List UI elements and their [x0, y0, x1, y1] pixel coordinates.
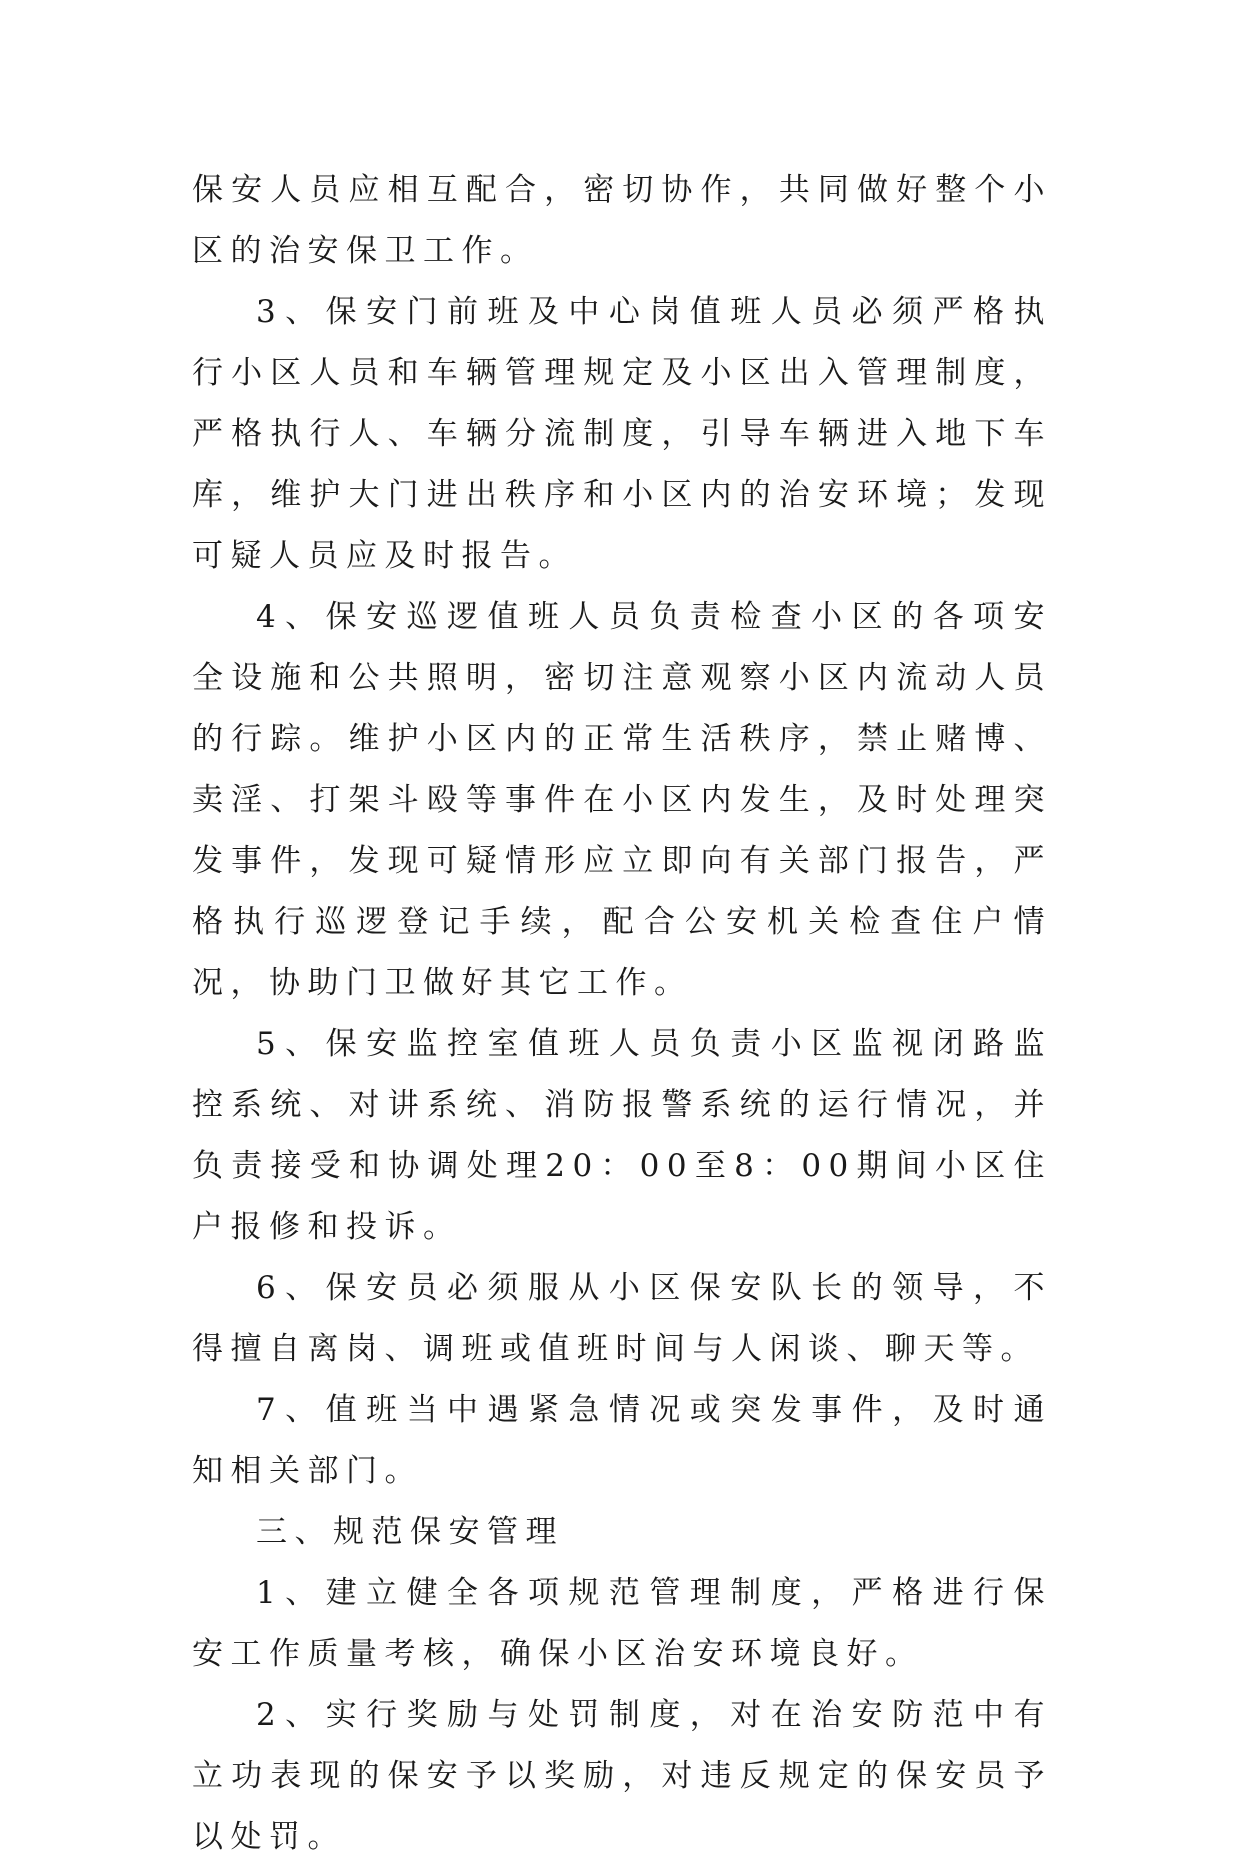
paragraph-item-7: 7、值班当中遇紧急情况或突发事件，及时通知相关部门。 [192, 1392, 1052, 1489]
section-heading-3: 三、规范保安管理 [256, 1514, 564, 1550]
paragraph-item-4: 4、保安巡逻值班人员负责检查小区的各项安全设施和公共照明，密切注意观察小区内流动人员的行踪。维护小区内的正常生活秩序，禁止赌博、卖淫、打架斗殴等事件在小区内发生，及时处理突发事件，发现可疑情形应立即向有关部门报告，严格执行巡逻登记手续，配合公安机关检查住户情况，协助门卫做好其它工作。 [192, 599, 1052, 1001]
paragraph-item-6: 6、保安员必须服从小区保安队长的领导，不得擅自离岗、调班或值班时间与人闲谈、聊天等。 [192, 1270, 1052, 1367]
paragraph-section3-item-1: 1、建立健全各项规范管理制度，严格进行保安工作质量考核，确保小区治安环境良好。 [192, 1575, 1052, 1672]
paragraph-section3-item-2: 2、实行奖励与处罚制度，对在治安防范中有立功表现的保安予以奖励，对违反规定的保安员予以处罚。 [192, 1697, 1052, 1855]
document-body [192, 160, 1052, 1868]
paragraph-item-3: 3、保安门前班及中心岗值班人员必须严格执行小区人员和车辆管理规定及小区出入管理制度，严格执行人、车辆分流制度，引导车辆进入地下车库，维护大门进出秩序和小区内的治安环境；发现可疑人员应及时报告。 [192, 294, 1052, 574]
paragraph-item-5: 5、保安监控室值班人员负责小区监视闭路监控系统、对讲系统、消防报警系统的运行情况，并负责接受和协调处理20：00至8：00期间小区住户报修和投诉。 [192, 1026, 1052, 1245]
paragraph-continuation: 保安人员应相互配合，密切协作，共同做好整个小区的治安保卫工作。 [192, 172, 1052, 269]
